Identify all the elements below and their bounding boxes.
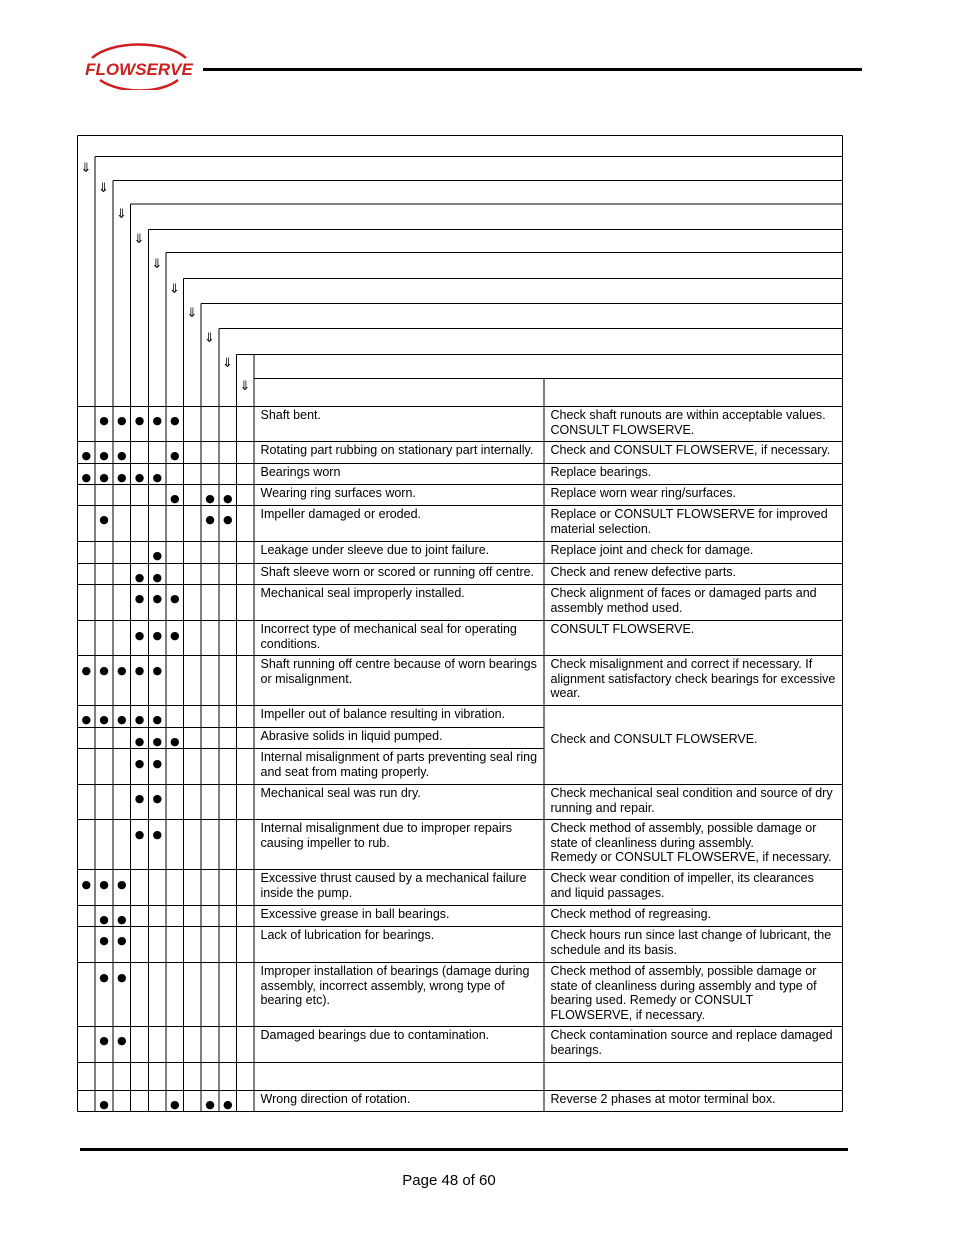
cause-cell: Leakage under sleeve due to joint failure.: [260, 543, 490, 557]
symptom-dot-icon: ●: [81, 664, 92, 677]
symptom-dot-icon: ●: [99, 934, 109, 947]
symptom-arrow-icon: ⇓: [151, 257, 163, 272]
symptom-dot-icon: ●: [134, 828, 145, 841]
cause-cell: Abrasive solids in liquid pumped.: [260, 729, 443, 743]
symptom-dot-icon: ●: [134, 629, 145, 642]
logo-wordmark: FLOWSERVE: [85, 60, 193, 79]
symptom-dot-icon: ●: [134, 735, 145, 748]
symptom-dot-icon: ●: [222, 1098, 233, 1111]
symptom-arrow-icon: ⇓: [80, 161, 92, 176]
logo-swoosh-top: [92, 45, 186, 59]
symptom-dot-icon: ●: [116, 934, 127, 947]
symptom-dot-icon: ●: [169, 449, 180, 462]
symptom-dot-icon: ●: [81, 471, 92, 484]
symptom-dot-icon: ●: [222, 513, 233, 526]
logo-swoosh-bottom: [100, 80, 178, 90]
cause-cell: Wrong direction of rotation.: [260, 1092, 411, 1106]
symptom-dot-icon: ●: [99, 1034, 109, 1047]
symptom-dot-icon: ●: [134, 757, 145, 770]
cause-cell: Wearing ring surfaces worn.: [260, 486, 416, 500]
remedy-cell: Replace bearings.: [550, 465, 652, 479]
symptom-arrow-icon: ⇓: [98, 181, 109, 196]
footer-rule: [80, 1148, 848, 1151]
symptom-dot-icon: ●: [205, 492, 215, 505]
remedy-cell: Check method of assembly, possible damage or state of cleanliness during assembly and type of bearing used. Remedy or CONSULT FLOWSERVE, if necessary.: [550, 964, 817, 1022]
cause-cell: Damaged bearings due to contamination.: [260, 1028, 490, 1042]
symptom-dot-icon: ●: [152, 414, 163, 427]
symptom-arrow-icon: ⇓: [186, 306, 198, 321]
remedy-cell: Check hours run since last change of lubricant, the schedule and its basis.: [550, 928, 832, 957]
symptom-dot-icon: ●: [116, 471, 127, 484]
symptom-dot-icon: ●: [116, 664, 127, 677]
cause-cell: Shaft sleeve worn or scored or running off centre.: [260, 565, 535, 579]
symptom-dot-icon: ●: [152, 792, 163, 805]
symptom-dot-icon: ●: [99, 513, 109, 526]
symptom-dot-icon: ●: [99, 713, 109, 726]
symptom-dot-icon: ●: [99, 414, 109, 427]
symptom-dot-icon: ●: [222, 492, 233, 505]
remedy-cell: Check and renew defective parts.: [550, 565, 737, 579]
remedy-cell: Replace worn wear ring/surfaces.: [550, 486, 736, 500]
symptom-dot-icon: ●: [116, 971, 127, 984]
symptom-dot-icon: ●: [152, 757, 163, 770]
symptom-dot-icon: ●: [116, 878, 127, 891]
symptom-dot-icon: ●: [152, 549, 163, 562]
remedy-cell: Check shaft runouts are within acceptable values. CONSULT FLOWSERVE.: [550, 408, 826, 437]
remedy-cell: Check wear condition of impeller, its clearances and liquid passages.: [550, 871, 814, 900]
symptom-arrow-icon: ⇓: [133, 232, 145, 247]
symptom-dot-icon: ●: [116, 913, 127, 926]
symptom-dot-icon: ●: [116, 414, 127, 427]
cause-cell: Excessive grease in ball bearings.: [260, 907, 450, 921]
symptom-dot-icon: ●: [116, 1034, 127, 1047]
symptom-dot-icon: ●: [205, 1098, 215, 1111]
symptom-dot-icon: ●: [134, 571, 145, 584]
symptom-dot-icon: ●: [99, 878, 109, 891]
symptom-dot-icon: ●: [134, 713, 145, 726]
cause-cell: Incorrect type of mechanical seal for operating conditions.: [260, 622, 517, 651]
cause-cell: Mechanical seal improperly installed.: [260, 586, 465, 600]
symptom-dot-icon: ●: [81, 713, 92, 726]
symptom-dot-icon: ●: [152, 471, 163, 484]
symptom-dot-icon: ●: [152, 629, 163, 642]
symptom-dot-icon: ●: [99, 913, 109, 926]
remedy-cell: Check and CONSULT FLOWSERVE.: [550, 732, 758, 746]
symptom-dot-icon: ●: [134, 592, 145, 605]
symptom-dot-icon: ●: [169, 414, 180, 427]
symptom-dot-icon: ●: [169, 492, 180, 505]
cause-cell: Shaft bent.: [260, 408, 321, 422]
symptom-dot-icon: ●: [169, 629, 180, 642]
symptom-arrow-icon: ⇓: [169, 282, 180, 297]
symptom-dot-icon: ●: [152, 735, 163, 748]
remedy-cell: Check mechanical seal condition and source of dry running and repair.: [550, 786, 833, 815]
remedy-cell: Check contamination source and replace damaged bearings.: [550, 1028, 833, 1057]
symptom-dot-icon: ●: [99, 449, 109, 462]
page-number: Page 48 of 60: [402, 1172, 496, 1189]
cause-cell: Impeller damaged or eroded.: [260, 507, 422, 521]
symptom-dot-icon: ●: [152, 592, 163, 605]
remedy-cell: CONSULT FLOWSERVE.: [550, 622, 695, 636]
remedy-cell: Replace joint and check for damage.: [550, 543, 754, 557]
symptom-dot-icon: ●: [205, 513, 215, 526]
symptom-dot-icon: ●: [169, 592, 180, 605]
cause-cell: Excessive thrust caused by a mechanical failure inside the pump.: [260, 871, 527, 900]
remedy-cell: Check misalignment and correct if necessary. If alignment satisfactory check bearings for excessive wear.: [550, 657, 836, 700]
cause-cell: Bearings worn: [260, 465, 341, 479]
symptom-dot-icon: ●: [81, 878, 92, 891]
symptom-dot-icon: ●: [99, 471, 109, 484]
remedy-cell: Replace or CONSULT FLOWSERVE for improved material selection.: [550, 507, 828, 536]
symptom-dot-icon: ●: [116, 449, 127, 462]
symptom-dot-icon: ●: [81, 449, 92, 462]
header-rule: [203, 68, 862, 71]
cause-cell: Internal misalignment of parts preventing seal ring and seat from mating properly.: [260, 750, 538, 779]
symptom-dot-icon: ●: [169, 735, 180, 748]
symptom-dot-icon: ●: [116, 713, 127, 726]
symptom-dot-icon: ●: [152, 571, 163, 584]
symptom-arrow-icon: ⇓: [116, 207, 127, 222]
remedy-cell: Check and CONSULT FLOWSERVE, if necessary.: [550, 443, 831, 457]
symptom-dot-icon: ●: [99, 664, 109, 677]
symptom-dot-icon: ●: [99, 1098, 109, 1111]
cause-cell: Improper installation of bearings (damage during assembly, incorrect assembly, wrong type of bearing etc).: [260, 964, 530, 1007]
symptom-dot-icon: ●: [134, 471, 145, 484]
cause-cell: Shaft running off centre because of worn bearings or misalignment.: [260, 657, 537, 686]
remedy-cell: Check method of assembly, possible damage or state of cleanliness during assembly. Remedy or CONSULT FLOWSERVE, if necessary.: [550, 821, 832, 864]
cause-cell: Internal misalignment due to improper repairs causing impeller to rub.: [260, 821, 513, 850]
cause-cell: Impeller out of balance resulting in vibration.: [260, 707, 506, 721]
symptom-dot-icon: ●: [134, 792, 145, 805]
symptom-dot-icon: ●: [99, 971, 109, 984]
symptom-dot-icon: ●: [169, 1098, 180, 1111]
troubleshooting-table: [77, 135, 843, 1112]
symptom-arrow-icon: ⇓: [222, 356, 233, 371]
cause-cell: Lack of lubrication for bearings.: [260, 928, 435, 942]
symptom-arrow-icon: ⇓: [239, 379, 251, 394]
symptom-dot-icon: ●: [152, 828, 163, 841]
remedy-cell: Reverse 2 phases at motor terminal box.: [550, 1092, 776, 1106]
symptom-dot-icon: ●: [134, 414, 145, 427]
symptom-dot-icon: ●: [152, 713, 163, 726]
remedy-cell: Check alignment of faces or damaged parts and assembly method used.: [550, 586, 817, 615]
flowserve-logo: [78, 42, 200, 90]
symptom-arrow-icon: ⇓: [204, 331, 215, 346]
symptom-dot-icon: ●: [152, 664, 163, 677]
cause-cell: Rotating part rubbing on stationary part internally.: [260, 443, 534, 457]
remedy-cell: Check method of regreasing.: [550, 907, 712, 921]
symptom-dot-icon: ●: [134, 664, 145, 677]
cause-cell: Mechanical seal was run dry.: [260, 786, 421, 800]
